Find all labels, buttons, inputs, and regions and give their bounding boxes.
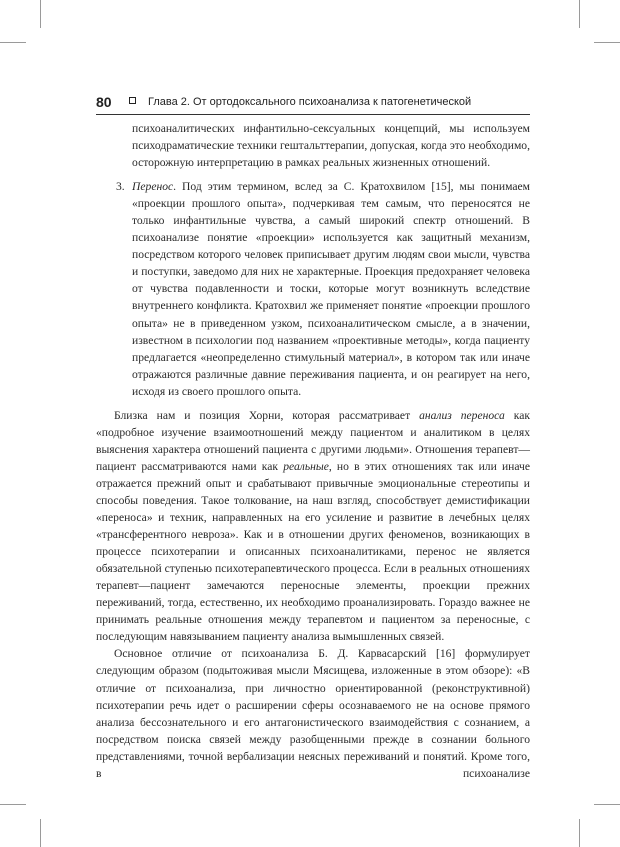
- crop-mark: [594, 804, 620, 805]
- crop-mark: [40, 819, 41, 847]
- paragraph-text: , но в этих отношениях так или иначе отражается прежний опыт и срабатывают привычные эмоциональные стереотипы и способы поведения. Такое толкование, на наш взгляд, способствует демистификации «переноса» и техник, направленных на его усиление и развитие в лечебных целях «трансферентного невроза». Как и в отношении других феноменов, возникающих в процессе психотерапии и описанных психоаналитиками, перенос не является обязательной ступенью психотерапевтического процесса. Если в реальных отношениях терапевт—пациент замечаются переносные элементы, проекции прежних переживаний, тогда, естественно, их необходимо проанализировать. Гораздо важнее не принимать реальные отношения между терапевтом и пациентом за переносные, с последующим навязыванием пациенту анализа вымышленных связей.: [96, 459, 531, 644]
- header-rule: [96, 114, 530, 115]
- list-item: [96, 178, 530, 400]
- paragraph: [96, 407, 530, 646]
- crop-mark: [579, 0, 580, 28]
- crop-mark: [40, 0, 41, 28]
- crop-mark: [594, 42, 620, 43]
- paragraph: Основное отличие от психоанализа Б. Д. Карвасарский [16] формулирует следующим образом (подытоживая мысли Мясищева, изложенные в этом обзоре): «В отличие от психоанализа, при личностно ориентированной (реконструктивной) психотерапии речь идет о расширении сферы осознаваемого не на основе прямого анализа бессознательного и его антагонистического взаимодействия с сознанием, а посредством поиска связей между разобщенными прежде в сознании больного представлениями, точной вербализации неясных переживаний и понятий. Кроме того, в психоанализе: [96, 647, 530, 780]
- paragraph-text: как «подробное изучение взаимоотношений между пациентом и аналитиком в целях выяснения характера отношений пациента с другими людьми». Отношения терапевт—пациент рассматриваются нами как: [96, 408, 530, 473]
- page-number: 80: [96, 94, 112, 110]
- paragraph-text: Близка нам и позиция Хорни, которая рассматривает: [114, 408, 420, 422]
- term-emphasis: Перенос: [132, 180, 174, 194]
- square-bullet-icon: [129, 97, 136, 104]
- crop-mark: [0, 804, 26, 805]
- emphasis: анализ переноса: [419, 408, 505, 422]
- running-header: [96, 94, 530, 110]
- list-item-number: 3.: [116, 180, 125, 194]
- list-item-text: . Под этим термином, вслед за С. Кратохвилом [15], мы понимаем «проекции прошлого опыта», подчеркивая тем самым, что переносятся не только инфантильные чувства, а самый широкий спектр отношений. В психоанализе понятие «проекции» используется как защитный механизм, посредством которого человек приписывает другим людям свои мысли, чувства и поступки, заведомо для них не характерные. Проекция предохраняет человека от чувства подавленности и тоски, которые могут возникнуть вследствие внутреннего конфликта. Кратохвил же применяет понятие «проекции прошлого опыта» не в приведенном узком, психоаналитическом смысле, а в значении, известном в психологии под названием «проективные методы», когда пациенту предлагается «неопределенно стимульный материал», в котором так или иначе отражаются различные давние переживания пациента, и он реагирует на него, исходя из своего прошлого опыта.: [132, 180, 530, 398]
- chapter-title: Глава 2. От ортодоксального психоанализа к патогенетической: [148, 96, 472, 108]
- emphasis: реальные: [283, 459, 329, 473]
- crop-mark: [0, 42, 26, 43]
- paragraph: психоаналитических инфантильно-сексуальных концепций, мы используем психодраматические техники гештальттерапии, допуская, когда это необходимо, осторожную интерпретацию в рамках реальных жизненных отношений.: [132, 122, 530, 170]
- page-body: [96, 120, 530, 782]
- crop-mark: [579, 819, 580, 847]
